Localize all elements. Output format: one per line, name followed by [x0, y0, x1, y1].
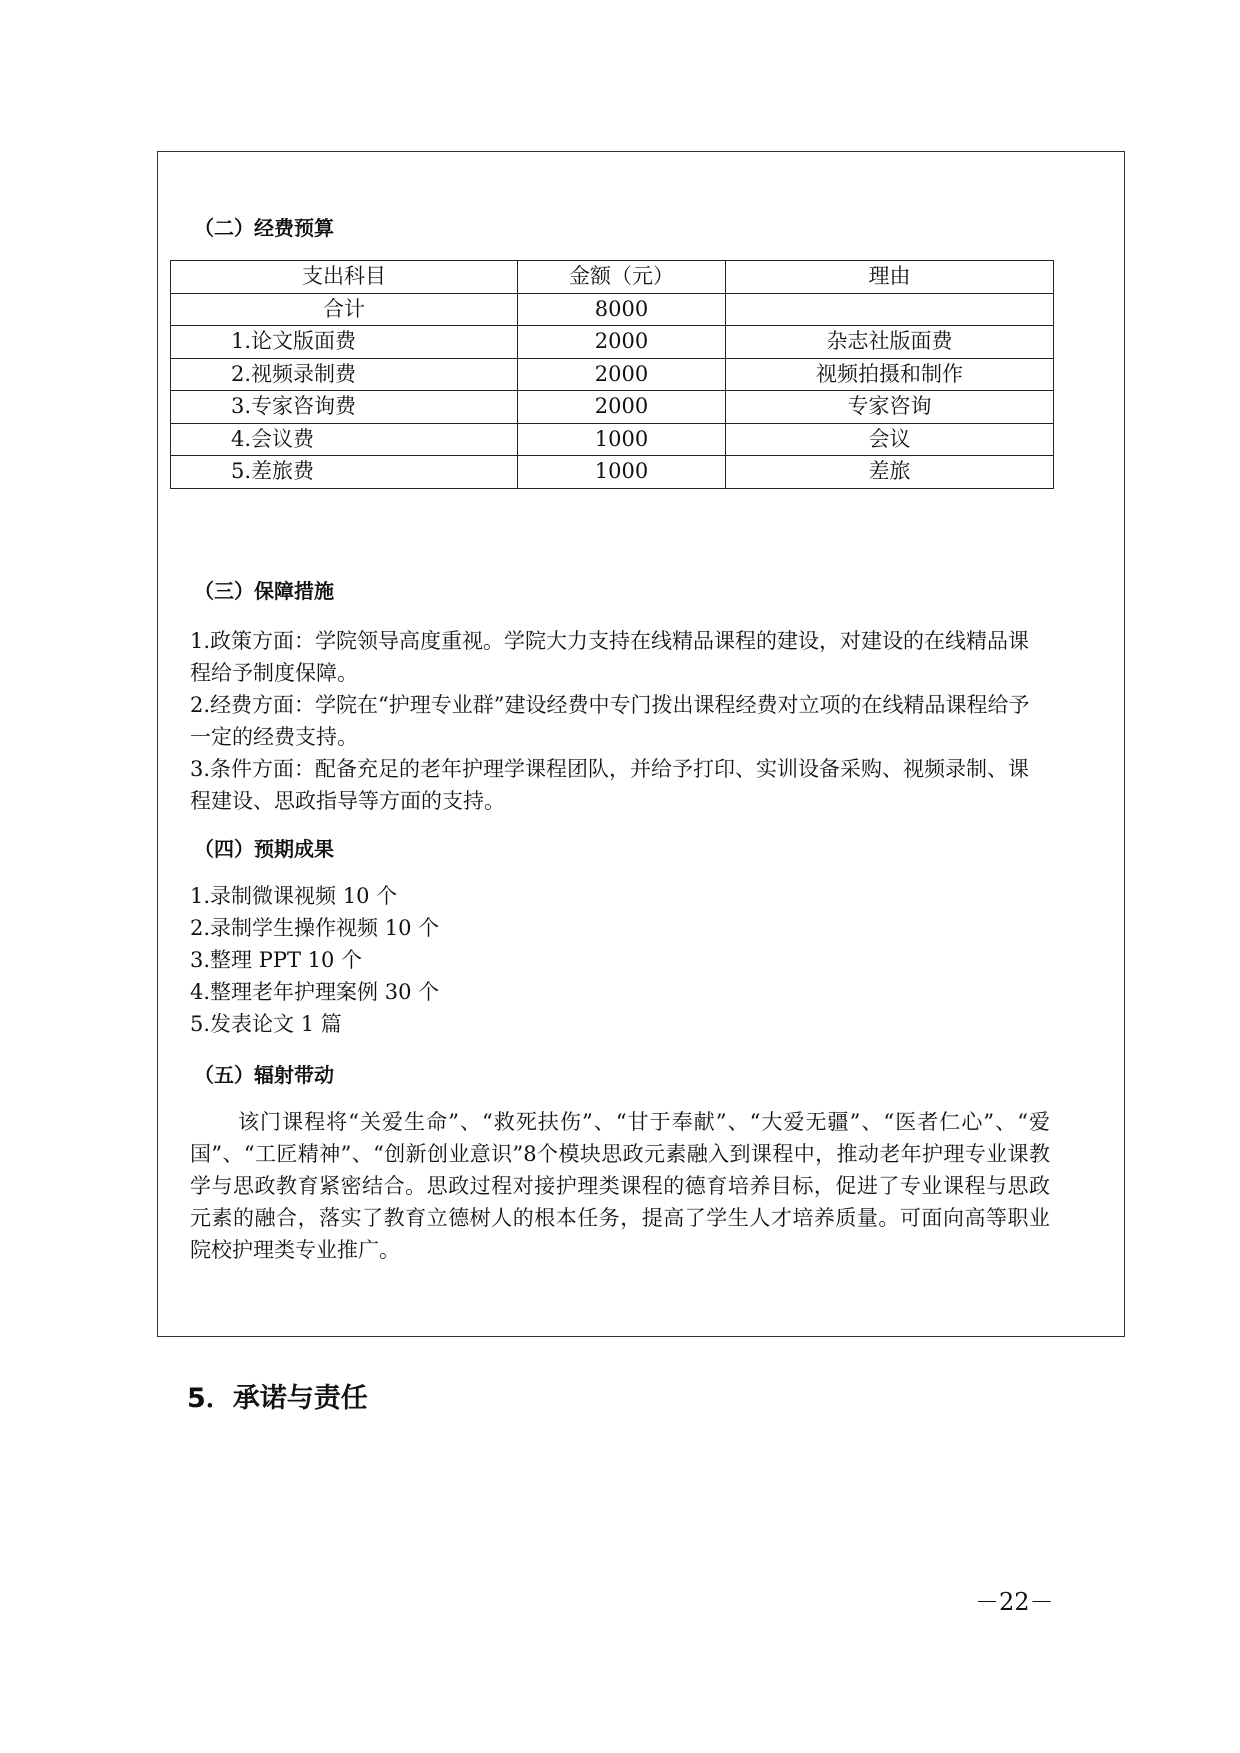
- page-number: －22－: [975, 1588, 1054, 1616]
- table-row: [171, 391, 1054, 424]
- reason-cell: 会议: [726, 423, 1054, 456]
- reason-cell: 差旅: [726, 456, 1054, 489]
- list-item: 2.录制学生操作视频 10 个: [190, 916, 440, 940]
- list-item: 4.整理老年护理案例 30 个: [190, 980, 440, 1004]
- table-row: [171, 456, 1054, 489]
- item-cell: 4.会议费: [171, 423, 518, 456]
- budget-table: [170, 260, 1054, 489]
- outcomes-list: [190, 880, 439, 1040]
- reason-cell: [726, 293, 1054, 326]
- item-cell: 1.论文版面费: [171, 326, 518, 359]
- amount-cell: 2000: [518, 326, 726, 359]
- column-header: 理由: [726, 261, 1054, 294]
- amount-cell: 2000: [518, 358, 726, 391]
- table-row: [171, 293, 1054, 326]
- reason-cell: 杂志社版面费: [726, 326, 1054, 359]
- amount-cell: 2000: [518, 391, 726, 424]
- amount-cell: 1000: [518, 456, 726, 489]
- outcomes-heading: （四）预期成果: [194, 837, 334, 861]
- table-header-row: [171, 261, 1054, 294]
- safeguard-item: 2.经费方面：学院在“护理专业群”建设经费中专门拨出课程经费对立项的在线精品课程给予一定的经费支持。: [190, 693, 1030, 749]
- budget-heading: （二）经费预算: [194, 216, 334, 240]
- safeguards-list: [190, 625, 1050, 817]
- column-header: 金额（元）: [518, 261, 726, 294]
- amount-cell: 1000: [518, 423, 726, 456]
- table-row: [171, 358, 1054, 391]
- list-item: 5.发表论文 1 篇: [190, 1012, 342, 1036]
- item-cell: 5.差旅费: [171, 456, 518, 489]
- column-header: 支出科目: [171, 261, 518, 294]
- reason-cell: 视频拍摄和制作: [726, 358, 1054, 391]
- radiation-paragraph: 该门课程将“关爱生命”、“救死扶伤”、“甘于奉献”、“大爱无疆”、“医者仁心”、“爱国”、“工匠精神”、“创新创业意识”8个模块思政元素融入到课程中，推动老年护理专业课教学与思政教育紧密结合。思政过程对接护理类课程的德育培养目标，促进了专业课程与思政元素的融合，落实了教育立德树人的根本任务，提高了学生人才培养质量。可面向高等职业院校护理类专业推广。: [190, 1110, 1050, 1262]
- item-cell: 2.视频录制费: [171, 358, 518, 391]
- safeguard-item: 1.政策方面：学院领导高度重视。学院大力支持在线精品课程的建设，对建设的在线精品课程给予制度保障。: [190, 629, 1030, 685]
- amount-cell: 8000: [518, 293, 726, 326]
- safeguard-item: 3.条件方面：配备充足的老年护理学课程团队，并给予打印、实训设备采购、视频录制、课程建设、思政指导等方面的支持。: [190, 757, 1030, 813]
- radiation-heading: （五）辐射带动: [194, 1063, 334, 1087]
- safeguards-heading: （三）保障措施: [194, 579, 334, 603]
- list-item: 3.整理 PPT 10 个: [190, 948, 363, 972]
- list-item: 1.录制微课视频 10 个: [190, 884, 398, 908]
- item-cell: 合计: [171, 293, 518, 326]
- table-row: [171, 326, 1054, 359]
- table-row: [171, 423, 1054, 456]
- reason-cell: 专家咨询: [726, 391, 1054, 424]
- section-title: 5．承诺与责任: [187, 1383, 368, 1414]
- item-cell: 3.专家咨询费: [171, 391, 518, 424]
